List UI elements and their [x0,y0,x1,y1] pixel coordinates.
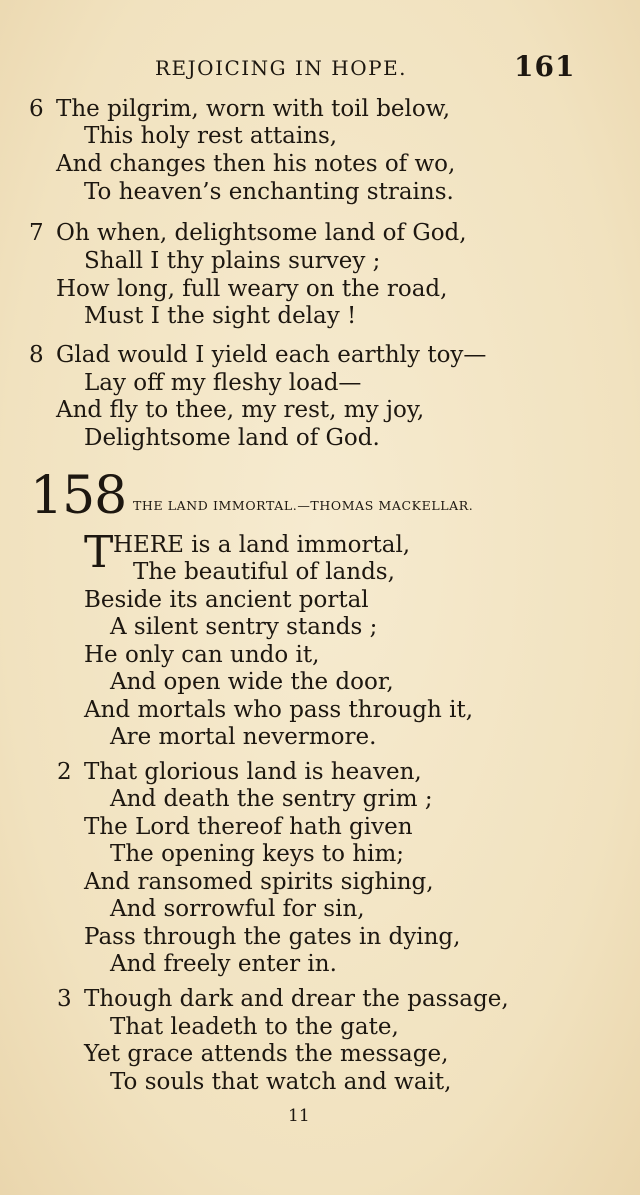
verse-line: How long, full weary on the road, [56,276,448,302]
verse-line: Oh when, delightsome land of God, [56,220,467,246]
verse-line: The Lord thereof hath given [84,814,413,840]
signature-mark: 11 [288,1106,310,1126]
verse-line: And sorrowful for sin, [110,896,365,922]
drop-cap: T [84,527,114,578]
verse-line: To souls that watch and wait, [110,1069,452,1095]
stanza-number: 8 [29,342,44,368]
verse-line: And freely enter in. [110,951,337,977]
verse-line: And changes then his notes of wo, [56,151,456,177]
verse-line: Pass through the gates in dying, [84,924,461,950]
verse-line: The pilgrim, worn with toil below, [56,96,450,122]
verse-line: A silent sentry stands ; [110,614,378,640]
page-number: 161 [514,50,576,83]
verse-line: And open wide the door, [110,669,394,695]
verse-line: Lay off my fleshy load— [84,370,362,396]
verse-line: The opening keys to him; [110,841,405,867]
verse-line: To heaven’s enchanting strains. [84,179,454,205]
verse-line: And mortals who pass through it, [84,697,474,723]
stanza-number: 7 [29,220,44,246]
running-head: REJOICING IN HOPE. [155,56,408,80]
verse-line: And death the sentry grim ; [110,786,433,812]
page-header [0,50,640,84]
verse-line: Though dark and drear the passage, [84,986,509,1012]
verse-line: The beautiful of lands, [133,559,395,585]
verse-line: This holy rest attains, [84,123,338,149]
verse-line: HERE is a land immortal, [113,532,411,558]
verse-line: And fly to thee, my rest, my joy, [56,397,425,423]
verse-line: That leadeth to the gate, [110,1014,399,1040]
verse-line: Yet grace attends the message, [84,1041,449,1067]
verse-line: Glad would I yield each earthly toy— [56,342,487,368]
verse-line: Shall I thy plains survey ; [84,248,381,274]
stanza-number: 2 [57,759,72,785]
verse-line: Delightsome land of God. [84,425,380,451]
hymn-heading [0,468,640,528]
hymn-number: 158 [30,466,127,526]
stanza-number: 3 [57,986,72,1012]
verse-line: And ransomed spirits sighing, [84,869,434,895]
verse-line: That glorious land is heaven, [84,759,422,785]
hymn-title: THE LAND IMMORTAL.—THOMAS MACKELLAR. [133,498,474,513]
verse-line: Must I the sight delay ! [84,303,357,329]
verse-line: Beside its ancient portal [84,587,369,613]
verse-line: Are mortal nevermore. [110,724,377,750]
verse-line: He only can undo it, [84,642,320,668]
stanza-number: 6 [29,96,44,122]
